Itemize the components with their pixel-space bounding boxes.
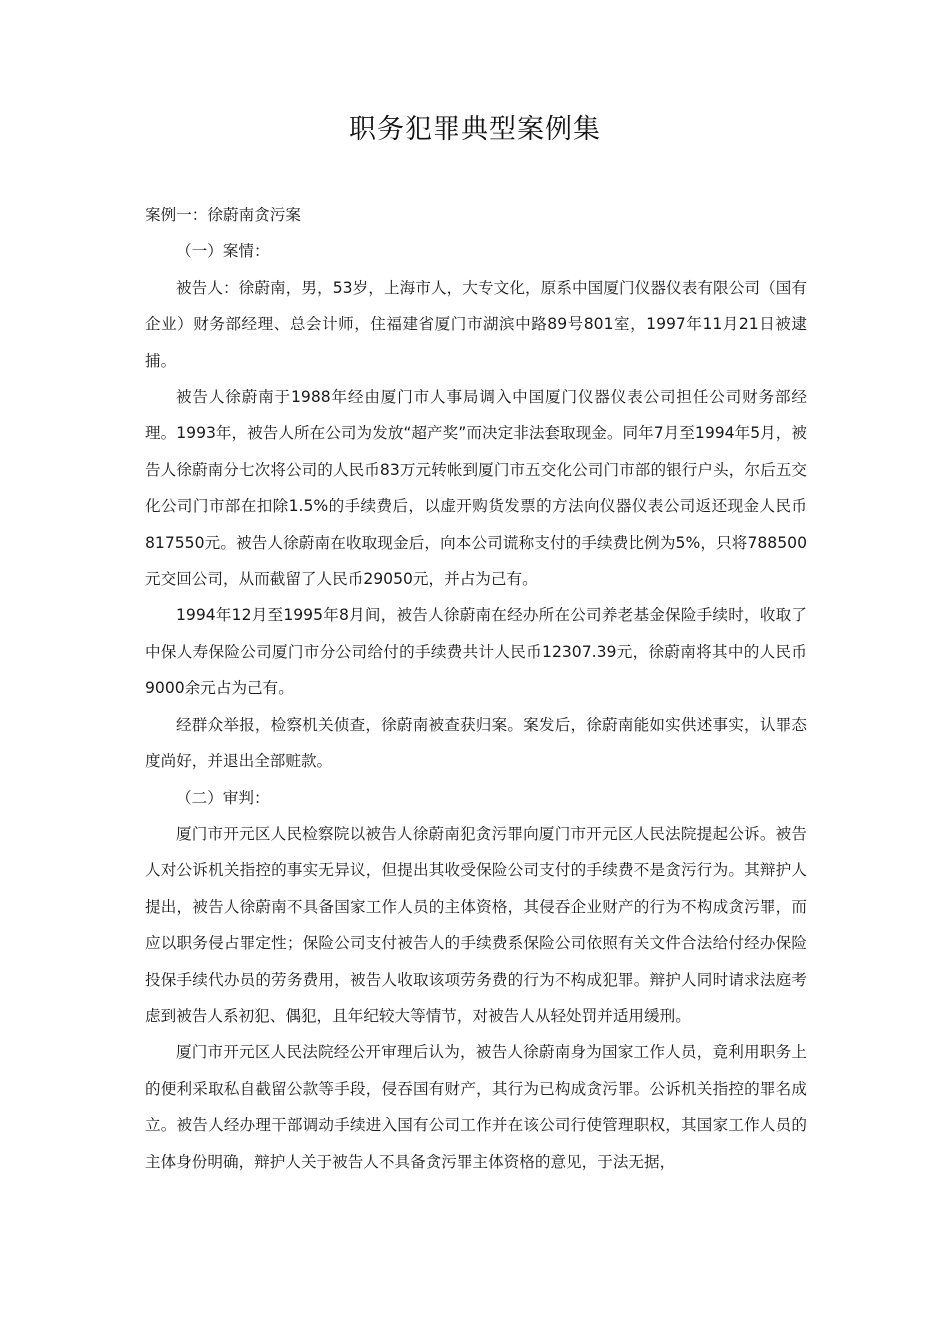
paragraph-embezzlement-2: 1994年12月至1995年8月间，被告人徐蔚南在经办所在公司养老基金保险手续时，收取了中保人寿保险公司厦门市分公司给付的手续费共计人民币12307.39元，徐蔚南将其中的人民币9000余元占为己有。 bbox=[145, 606, 807, 698]
document-body bbox=[145, 197, 807, 1180]
paragraph-embezzlement-1: 被告人徐蔚南于1988年经由厦门市人事局调入中国厦门仪器仪表公司担任公司财务部经理。1993年，被告人所在公司为发放“超产奖”而决定非法套取现金。同年7月至1994年5月，被告人徐蔚南分七次将公司的人民币83万元转帐到厦门市五交化公司门市部的银行户头，尔后五交化公司门市部在扣除1.5%的手续费后，以虚开购货发票的方法向仪器仪表公司返还现金人民币817550元。被告人徐蔚南在收取现金后，向本公司谎称支付的手续费比例为5%，只将788500元交回公司，从而截留了人民币29050元，并占为己有。 bbox=[145, 388, 807, 589]
paragraph-defendant-info: 被告人：徐蔚南，男，53岁，上海市人，大专文化，原系中国厦门仪器仪表有限公司（国有企业）财务部经理、总会计师，住福建省厦门市湖滨中路89号801室，1997年11月21日被逮捕。 bbox=[145, 278, 807, 370]
section-heading-case-facts: （一）案情： bbox=[176, 242, 270, 261]
paragraph-court-ruling: 厦门市开元区人民法院经公开审理后认为，被告人徐蔚南身为国家工作人员，竟利用职务上的便利采取私自截留公款等手段，侵吞国有财产，其行为已构成贪污罪。公诉机关指控的罪名成立。被告人经办理干部调动手续进入国有公司工作并在该公司行使管理职权，其国家工作人员的主体身份明确，辩护人关于被告人不具备贪污罪主体资格的意见，于法无据， bbox=[145, 1043, 807, 1171]
section-heading-trial: （二）审判： bbox=[176, 788, 270, 807]
case-title: 案例一：徐蔚南贪污案 bbox=[145, 206, 301, 224]
paragraph-prosecution: 厦门市开元区人民检察院以被告人徐蔚南犯贪污罪向厦门市开元区人民法院提起公诉。被告人对公诉机关指控的事实无异议，但提出其收受保险公司支付的手续费不是贪污行为。其辩护人提出，被告人徐蔚南不具备国家工作人员的主体资格，其侵吞企业财产的行为不构成贪污罪，而应以职务侵占罪定性；保险公司支付被告人的手续费系保险公司依照有关文件合法给付经办保险投保手续代办员的劳务费用，被告人收取该项劳务费的行为不构成犯罪。辩护人同时请求法庭考虑到被告人系初犯、偶犯，且年纪较大等情节，对被告人从轻处罚并适用缓刑。 bbox=[145, 824, 807, 1025]
document-title: 职务犯罪典型案例集 bbox=[349, 114, 601, 145]
paragraph-arrest: 经群众举报，检察机关侦查，徐蔚南被查获归案。案发后，徐蔚南能如实供述事实，认罪态度尚好，并退出全部赃款。 bbox=[145, 715, 807, 771]
